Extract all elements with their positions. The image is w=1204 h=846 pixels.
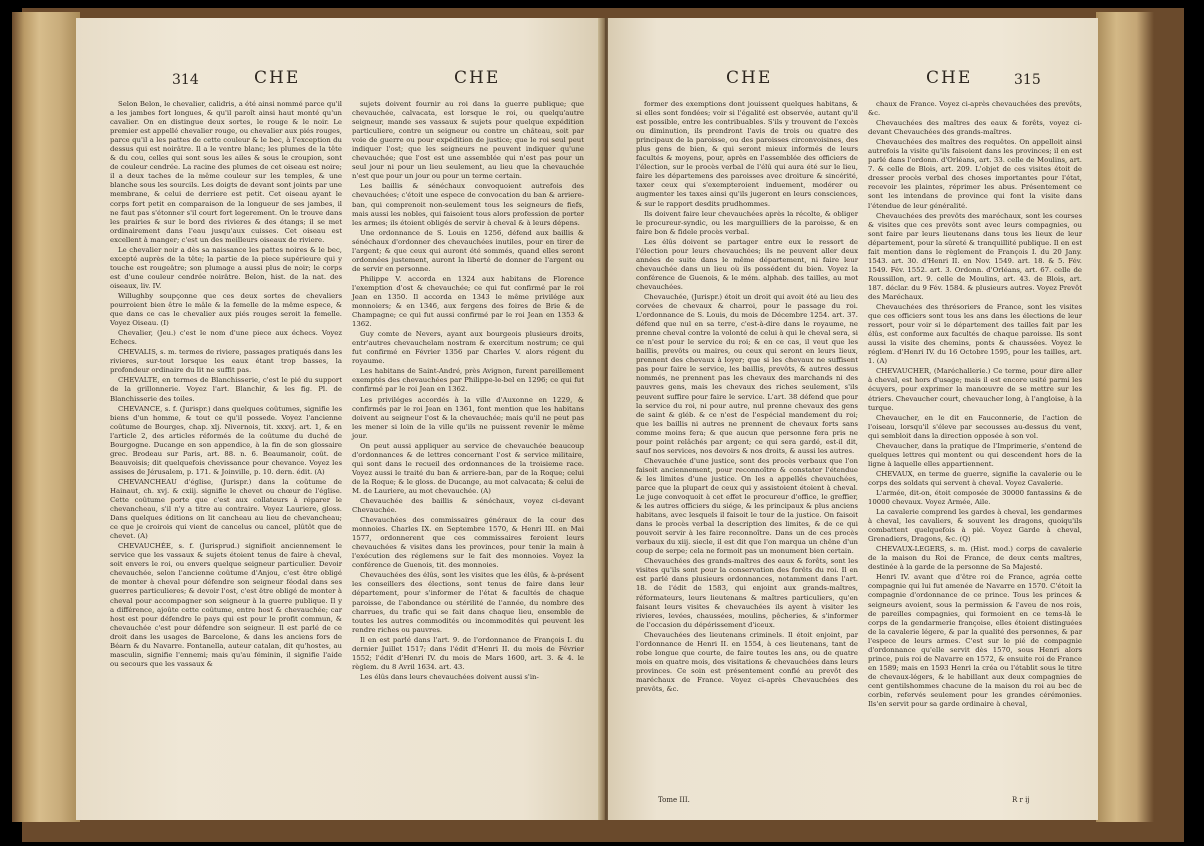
paragraph: Chevalier, (Jeu.) c'est le nom d'une piece aux échecs. Voyez Echecs. <box>110 329 342 347</box>
paragraph: Chevauchées des commissaires généraux de la cour des monnoies. Charles IX. en Septembre 1570, & Henri III. en Mai 1577, ordonnerent que ces commissaires feroient leurs chevauchées & visites dans les provinces, pour tenir la main à l'exécution des réglemens sur le fait des monnoies. Voyez la conférence de Guenois, tit. des monnoies. <box>352 516 584 570</box>
paragraph: Philippe V. accorda en 1324 aux habitans de Florence l'exemption d'ost & chevauchée; ce qui fut confirmé par le roi Jean en 1350. Il accorda en 1343 le même privilége aux monnoiers; & en 1346, aux fergens des foires de Brie & de Champagne; ce qui fut aussi confirmé par le roi Jean en 1353 & 1362. <box>352 274 584 329</box>
running-header-left: CHE <box>254 68 301 88</box>
paragraph: Le chevalier noir a dès sa naissance les pattes noires & le bec, excepté auprès de la tête; la partie de la piece supérieure qui y touche est rougeâtre; son plumage a aussi plus de noir; le corps est d'une couleur cendrée noirâtre. Belon, hist. de la nat. des oiseaux, liv. IV. <box>110 245 342 290</box>
paragraph: CHEVALIS, s. m. termes de riviere, passages pratiqués dans les rivieres, sur-tout lorsque les eaux étant trop basses, la profondeur ordinaire du lit ne suffit pas. <box>110 348 342 375</box>
paragraph: Il en est parlé dans l'art. 9. de l'ordonnance de François I. du dernier Juillet 1517; dans l'édit d'Henri II. du mois de Février 1552; l'édit d'Henri IV. du mois de Mars 1600, art. 3. & 4. le règlem. du 8 Avril 1634. art. 43. <box>352 635 584 671</box>
paragraph: On peut aussi appliquer au service de chevauchée beaucoup d'ordonnances & de lettres concernant l'ost & service militaire, qui sont dans le recueil des ordonnances de la troisieme race. Voyez aussi le traité du ban & arriere-ban, par de la Roque; celui de la Roque; & le gloss. de Ducange, au mot calvacata; & celui de M. de Lauriere, au mot chevauchée. (A) <box>352 441 584 495</box>
paragraph: Guy comte de Nevers, ayant aux bourgeois plusieurs droits, entr'autres chevauchelam nostram & exercitum nostrum; ce qui fut confirmé en Février 1356 par Charles V. alors régent du royaume. <box>352 330 584 366</box>
paragraph: former des exemptions dont jouissent quelques habitans, & si elles sont fondées; voir si l'égalité est observée, autant qu'il est possible, entre les contribuables. S'ils y trouvent de l'excès ou diminution, ils prendront l'avis de trois ou quatre des principaux de la paroisse, ou des paroisses circonvoisines, des plus gens de bien, & qui seront mieux informés de leurs facultés & moyens, pour, après en l'assemblée des officiers de l'élection, sur le procès verbal de l'élû qui aura été sur le lieu, faire les départemens des paroisses avec droiture & sincérité, taxer ceux qui s'exempteroient induement, modérer ou augmenter les taxes ainsi qu'ils jugeront en leurs consciences, & sur le rapport desdits prudhommes. <box>636 100 858 208</box>
paragraph: Les priviléges accordés à la ville d'Auxonne en 1229, & confirmés par le roi Jean en 1361, font mention que les habitans doivent au seigneur l'ost & la chevauchée; mais qu'il ne peut pas les mener si loin de la ville qu'ils ne puissent revenir le même jour. <box>352 395 584 440</box>
paragraph: Les élûs dans leurs chevauchées doivent aussi s'in- <box>360 672 539 681</box>
paragraph: Les baillis & sénéchaux convoquoient autrefois des chevauchées; c'étoit une espece de convocation du ban & arriere-ban, qui comprenoit non-seulement tous les seigneurs de fiefs, mais aussi les nobles, qui faisoient tous alors profession de porter les armes; ils étoient obligés de servir à cheval & à leurs dépens. <box>352 182 584 227</box>
book-edge-left <box>12 12 80 822</box>
page-number: 315 <box>1014 72 1041 88</box>
signature-mark: R r ij <box>1012 796 1030 804</box>
paragraph: CHEVANCHEAU d'église, (Jurispr.) dans la coûtume de Hainaut, ch. xvj. & cxiij. signifie le chevet ou chœur de l'église. Cette coûtume porte que c'est aux collateurs à réparer le chevancheau, s'il n'y a titre au contraire. Voyez Lauriere, gloss. Dans quelques éditions on lit cancheau au lieu de chevancheau; ce que je croirois qui vient de cancelus ou cancel, plûtôt que de chevet. (A) <box>110 477 342 541</box>
paragraph: Chevauchée des baillis & sénéchaux, voyez ci-devant Chevauchée. <box>352 497 584 515</box>
paragraph: Les habitans de Saint-André, près Avignon, furent pareillement exemptés des chevauchées par Philippe-le-bel en 1296; ce qui fut confirmé par le roi Jean en 1362. <box>352 367 584 394</box>
paragraph: CHEVAUCHER, (Maréchallerie.) Ce terme, pour dire aller à cheval, est hors d'usage; mais il est encore usité parmi les écuyers, pour exprimer la manœuvre de se mettre sur les étriers. Chevaucher court, chevaucher long, à l'angloise, à la turque. <box>868 367 1082 412</box>
paragraph: CHEVAUCHÉE, s. f. (Jurisprud.) signifioit anciennement le service que les vassaux & sujets étoient tenus de faire à cheval, soit envers le roi, ou envers quelque seigneur particulier. Devoir chevauchée, selon l'ancienne coûtume d'Anjou, c'est être obligé de monter à cheval pour défendre son seigneur féodal dans ses guerres particulieres; & devoir l'ost, c'est être obligé de monter à cheval pour accompagner son seigneur à la guerre publique. Il y a différence, ajoûte cette coûtume, entre host & chevauchée; car host est pour défendre le pays qui est pour le profit commun, & chevauchée c'est pour défendre son seigneur. Il est parlé de ce droit dans les usages de Barcelone, & dans les anciens fors de Béarn & du Navarre. Fontanella, auteur catalan, dit qu'hostes, au masculin, signifie l'ennemi; mais qu'au féminin, il signifie l'aide ou secours que les vassaux & <box>110 542 342 668</box>
paragraph: La cavalerie comprend les gardes à cheval, les gendarmes à cheval, les cavaliers, & souvent les dragons, quoiqu'ils combattent quelquefois à pié. Voyez Garde à cheval, Grenadiers, Dragons, &c. (Q) <box>868 508 1082 544</box>
paragraph: Chevauchées des élûs, sont les visites que les élûs, & à-présent les conseillers des élections, sont tenus de faire dans leur département, pour s'informer de l'état & facultés de chaque paroisse, de l'abondance ou stérilité de l'année, du nombre des charrues, du trafic qui se fait dans chaque lieu, ensemble de toutes les autres commodités ou incommodités qui peuvent les rendre riches ou pauvres. <box>352 571 584 634</box>
paragraph: Henri IV. avant que d'être roi de France, agréa cette compagnie qui lui fut amenée de Navarre en 1570. C'étoit la compagnie d'ordonnance de ce prince. Tous les princes & seigneurs avoient, sous la permission & l'aveu de nos rois, de pareilles compagnies, qui formoient en ce tems-là le corps de la gendarmerie françoise, elles étoient distinguées de la cavalerie légere, & par la qualité des personnes, & par l'espece de leurs armes. C'est sur le pié de compagnie d'ordonnance qu'elle servit dès 1570, sous Henri alors prince, puis roi de Navarre en 1572, & ensuite roi de France en 1589; mais en 1593 Henri la créa ou l'établit sous le titre de chevaux-légers, & le habillant aux deux compagnies de cent gentilshommes chacune de la maison du roi au bec de corbin, refervés seulement pour les grandes cérémonies. Ils'en servit pour sa garde ordinaire à cheval, <box>868 573 1082 709</box>
paragraph: Chevauchée d'une justice, sont des procès verbaux que l'on faisoit anciennement, pour reconnoître & constater l'étendue & les limites d'une justice. On les a appellés chevauchées, parce que la plupart de ceux qui y assistoient étoient à cheval. Le juge convoquoit à cet effet le procureur d'office, le greffier, & les autres officiers du siége, & les principaux & plus anciens habitans, avec lesquels il faisoit le tour de la justice. On faisoit dans le procès verbal la description des limites, & de ce qui pouvoit servir à les faire reconnoître. Dans un de ces procès verbaux du xiij. siecle, il est dit que l'on marqua un chêne d'un coup de serpe; cela ne formoit pas un monument bien certain. <box>636 456 858 556</box>
paragraph: Ils doivent faire leur chevauchées après la récolte, & obliger le procureur-syndic, ou les marguilliers de la paroisse, & en faire bon & fidele procès verbal. <box>636 209 858 236</box>
paragraph: L'armée, dit-on, étoit composée de 30000 fantassins & de 10000 chevaux. Voyez Armée, Aile. <box>868 488 1082 507</box>
paragraph: Chevauchée, (Jurispr.) étoit un droit qui avoit été au lieu des corvées de chevaux & charroi, pour le passage du roi. L'ordonnance de S. Louis, du mois de Décembre 1254. art. 37. défend que nul en sa terre, c'est-à-dire dans le royaume, ne prenne cheval contre la volonté de celui à qui le cheval sera, si ce n'est pour le service du roi; & en ce cas, il veut que les baillis, prevôts ou maires, ou ceux qui seront en leurs lieux, prennent des chevaux à loyer; que si les chevaux ne suffisent pas pour faire le service, les baillis, prevôts, & autres dessus nommés, ne prennent pas les chevaux des marchands ni des pauvres gens, mais les chevaux des riches seulement, s'ils peuvent suffire pour faire le service. L'art. 38 défend que pour la service du roi, ni pour autre, nul prenne chevaux des gens de saint & gléb. & ce n'est de l'espécial mandement du roi; que les baillis ni autres ne prennent de chevaux forts sans comme moins fera; & que aucun que personne fera pris ne pour point relâchés par argent; ce qui sera gardé, est-il dit, sauf nos services, nos devoirs & nos droits, & aussi les autres. <box>636 292 858 455</box>
book-edge-right <box>1096 12 1154 822</box>
paragraph: Chevauchées des grands-maîtres des eaux & forêts, sont les visites qu'ils sont pour la conservation des forêts du roi. Il en est parlé dans plusieurs ordonnances, notamment dans l'art. 18. de l'édit de 1583, qui enjoint aux grands-maîtres, réformateurs, leurs lieutenans & maîtres particuliers, qu'en faisant leurs visites & chevauchées ils ayent à visiter les rivieres, levées, chaussées, moulins, pêcheries, & s'informer de l'occasion du dépérissement d'iceux. <box>636 557 858 629</box>
text-column-2 <box>352 100 584 683</box>
paragraph: Chevauchées des lieutenans criminels. Il étoit enjoint, par l'ordonnance de Henri II. en 1554, à ces lieutenans, tant de robe longue que courte, de faire toutes les ans, ou de quatre mois en quatre mois, des visitations & chevauchées dans leurs provinces. Ce soin est présentement confié au prevôt des maréchaux de France. Voyez ci-après Chevauchées des prevôts, &c. <box>636 630 858 693</box>
paragraph: Selon Belon, le chevalier, calidris, a été ainsi nommé parce qu'il a les jambes fort longues, & qu'il paroît ainsi haut monté qu'un cavalier. On en distingue deux sortes, le rouge & le noir. Le premier est appellé chevalier rouge, ou chevalier aux piés rouges, parce qu'il a les pattes de cette couleur & le bec, à l'exception du dessus qui est noirâtre. Il a le ventre blanc; les plumes de la tête & du cou, celles qui sont sous les ailes & sous le croupion, sont de couleur cendrée. La racine des plumes de cet oiseau est noire; il a deux taches de la même couleur sur les temples, & une blanche sous les sourcils. Les doigts de devant sont joints par une membrane, & celui de derriere est petit. Cet oiseau ayant le corps fort petit en comparaison de la longueur de ses jambes, il ne faut pas s'étonner s'il court fort legerement. On le trouve dans les prairies & sur le bord des rivieres & des étangs; il se met ordinairement dans l'eau jusqu'aux cuisses. Cet oiseau est excellent à manger; c'est un des meilleurs oiseaux de riviere. <box>110 100 342 244</box>
paragraph: Chevaucher, dans la pratique de l'Imprimerie, s'entend de quelques lettres qui montent ou qui descendent hors de la ligne à laquelle elles appartiennent. <box>868 441 1082 468</box>
paragraph: Une ordonnance de S. Louis en 1256, défend aux baillis & sénéchaux d'ordonner des chevauchées inutiles, pour en tirer de l'argent; & que ceux qui auront été sommés, quand elles seront ordonnées justement, auront la liberté de donner de l'argent ou de servir en personne. <box>352 228 584 273</box>
right-page <box>608 18 1098 820</box>
paragraph: Chevauchées des maîtres des eaux & forêts, voyez ci-devant Chevauchées des grands-maîtres. <box>868 119 1082 137</box>
paragraph: CHEVAUX-LEGERS, s. m. (Hist. mod.) corps de cavalerie de la maison du Roi de France, de deux cents maîtres, destinée à la garde de la personne de Sa Majesté. <box>868 545 1082 572</box>
signature-mark: Tome III. <box>658 796 690 804</box>
paragraph: chaux de France. Voyez ci-après chevauchées des prevôts, &c. <box>868 100 1082 118</box>
paragraph: CHEVAUX, en terme de guerre, signifie la cavalerie ou le corps des soldats qui servent à cheval. Voyez Cavalerie. <box>868 469 1082 487</box>
paragraph: Les élûs doivent se partager entre eux le ressort de l'élection pour leurs chevauchées; ils ne peuvent aller deux années de suite dans le même département, ni faire leur chevauchée dans un lieu où ils possédent du bien. Voyez la conférence de Guenois, & le mém. alphab. des tailles, au mot chevauchées. <box>636 237 858 291</box>
left-page <box>76 18 602 820</box>
paragraph: Willughby soupçonne que ces deux sortes de chevaliers pourroient bien être le mâle & la femelle de la même espece, & que dans ce cas le chevalier aux piés rouges seroit la femelle. Voyez Oiseau. (I) <box>110 291 342 328</box>
text-column-2 <box>868 100 1082 710</box>
paragraph: Chevauchées des maîtres des requêtes. On appelloit ainsi autrefois la visite qu'ils faisoient dans les provinces; il en est parlé dans l'ordonn. d'Orléans, art. 33. celle de Moulins, art. 7. & celle de Blois, art. 209. L'objet de ces visites étoit de dresser procès verbal des choses importantes pour l'état, recevoir les plaintes, réprimer les abus. Présentement ce sont les intendans de province qui font la visite dans l'étendue de leur généralité. <box>868 138 1082 210</box>
page-number: 314 <box>172 72 199 88</box>
paragraph: Chevauchées des prevôts des maréchaux, sont les courses & visites que ces prevôts sont avec leurs compagnies, ou sont faire par leurs lieutenans dans tous les lieux de leur département, pour la sûreté & tranquillité publique. Il en est fait mention dans le règlement de François I. du 20 Jany. 1543. art. 30. d'Henri II. en Nov. 1549. art. 18. & 5. Fév. 1549. Fév. 1552. art. 3. Ordonn. d'Orléans, art. 67. celle de Roussillon, art. 9. celle de Moulins, art. 43. de Blois, art. 187. déclar. du 9 Fév. 1584. & plusieurs autres. Voyez Prevôt des Maréchaux. <box>868 211 1082 301</box>
running-header-right: CHE <box>926 68 973 88</box>
paragraph: Chevauchées des thrésoriers de France, sont les visites que ces officiers sont tous les ans dans les élections de leur ressort, pour voir si le département des tailles fait par les élûs, est conforme aux facultés de chaque paroisse. Ils sont aussi la visite des chemins, ponts & chaussées. Voyez le réglem. d'Henri IV. du 16 Octobre 1595, pour les tailles, art. 1. (A) <box>868 303 1082 366</box>
running-header-left: CHE <box>726 68 773 88</box>
paragraph: CHEVANCE, s. f. (Jurispr.) dans quelques coûtumes, signifie les biens d'un homme, & tout ce qu'il possede. Voyez l'ancienne coûtume de Bourges, chap. xlj. Nivernois, tit. xxxvj. art. 1, & en l'article 2, des articles réformés de la coûtume du duché de Bourgogne. Ducange en son appendice, à la fin de son glossaire grec. Brodeau sur Paris, art. 88. n. 6. Beaumanoir, coût. de Beauvoisis; dit quelquefois chevissance pour chevance. Voyez les assises de Jérusalem, p. 171. & Joinville, p. 10. dern. édit. (A) <box>110 404 342 476</box>
text-column-1 <box>110 100 342 670</box>
running-header-right: CHE <box>454 68 501 88</box>
paragraph: CHEVALTE, en termes de Blanchisserie, c'est le pié du support de la grillonnerie. Voyez l'art. Blanchir, & les fig. Pl. de Blanchisserie des toiles. <box>110 376 342 403</box>
paragraph: Chevaucher, en le dit en Fauconnerie, de l'action de l'oiseau, lorsqu'il s'éleve par secousses au-dessus du vent, qui sembloit dans la direction opposée à son vol. <box>868 413 1082 440</box>
text-column-1 <box>636 100 858 695</box>
paragraph: sujets doivent fournir au roi dans la guerre publique; que chevauchée, calvacata, est lorsque le roi, ou quelqu'autre seigneur, mande ses vassaux & sujets pour quelque expédition particuliere, contre un seigneur ou contre un château, soit par voie de guerre ou pour expédition de justice; que le roi seul peut indiquer l'ost; que les seigneurs ne peuvent indiquer qu'une chevauchée; que l'ost est une assemblée qui n'est pas pour un seul jour ni pour un lieu seulement, au lieu que la chevauchée n'est que pour un jour ou pour un terme certain. <box>352 100 584 181</box>
